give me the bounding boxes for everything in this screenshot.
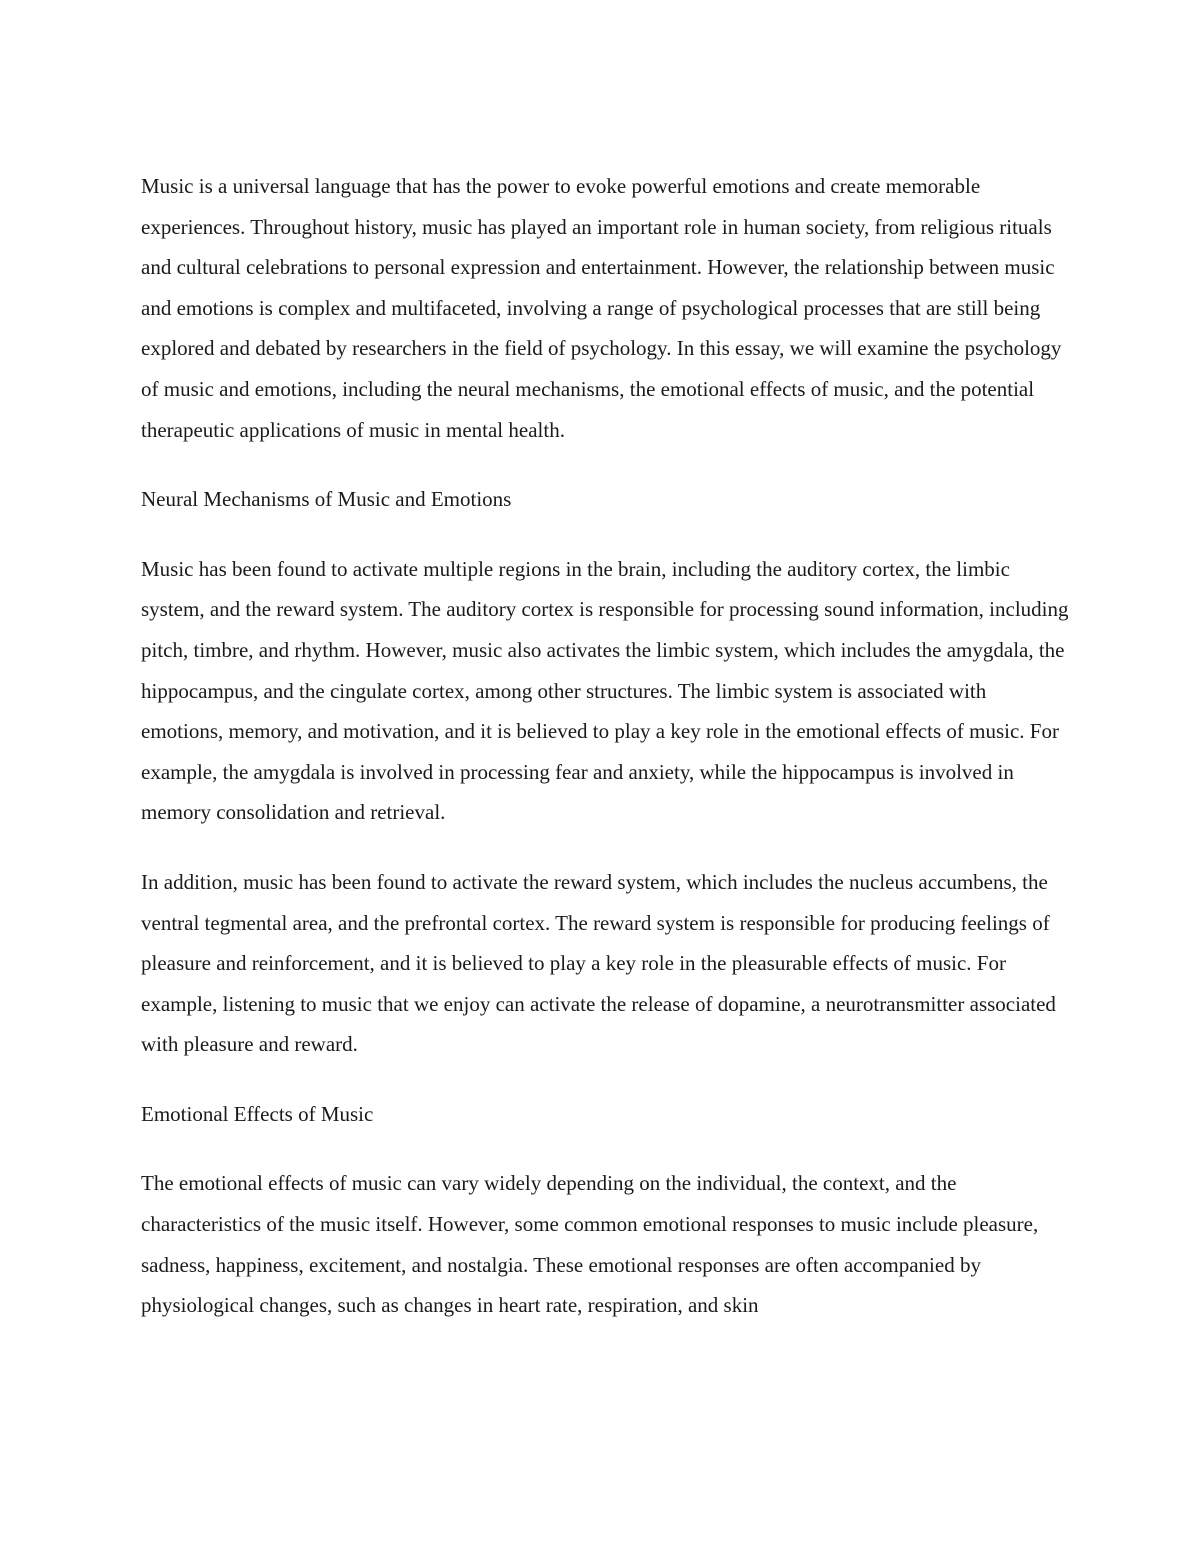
emotional-effects-paragraph: The emotional effects of music can vary widely depending on the individual, the context, and the characteristics of the music itself. However, some common emotional responses to music include pleasure, sadness, happiness, excitement, and nostalgia. These emotional responses are often accompanied by physiological changes, such as changes in heart rate, respiration, and skin — [141, 1171, 1039, 1318]
section-heading-neural-mechanisms: Neural Mechanisms of Music and Emotions — [141, 487, 512, 512]
neural-mechanisms-paragraph: Music has been found to activate multiple regions in the brain, including the auditory cortex, the limbic system, and the reward system. The auditory cortex is responsible for processing sound information, including pitch, timbre, and rhythm. However, music also activates the limbic system, which includes the amygdala, the hippocampus, and the cingulate cortex, among other structures. The limbic system is associated with emotions, memory, and motivation, and it is believed to play a key role in the emotional effects of music. For example, the amygdala is involved in processing fear and anxiety, while the hippocampus is involved in memory consolidation and retrieval. — [141, 556, 1069, 825]
section-heading-emotional-effects: Emotional Effects of Music — [141, 1101, 374, 1126]
reward-system-paragraph: In addition, music has been found to activate the reward system, which includes the nucleus accumbens, the ventral tegmental area, and the prefrontal cortex. The reward system is responsible for producing feelings of pleasure and reinforcement, and it is believed to play a key role in the pleasurable effects of music. For example, listening to music that we enjoy can activate the release of dopamine, a neurotransmitter associated with pleasure and reward. — [141, 869, 1056, 1057]
intro-paragraph: Music is a universal language that has the power to evoke powerful emotions and create memorable experiences. Throughout history, music has played an important role in human society, from religious rituals and cultural celebrations to personal expression and entertainment. However, the relationship between music and emotions is complex and multifaceted, involving a range of psychological processes that are still being explored and debated by researchers in the field of psychology. In this essay, we will examine the psychology of music and emotions, including the neural mechanisms, the emotional effects of music, and the potential therapeutic applications of music in mental health. — [141, 174, 1062, 442]
document-body — [141, 166, 1071, 1355]
